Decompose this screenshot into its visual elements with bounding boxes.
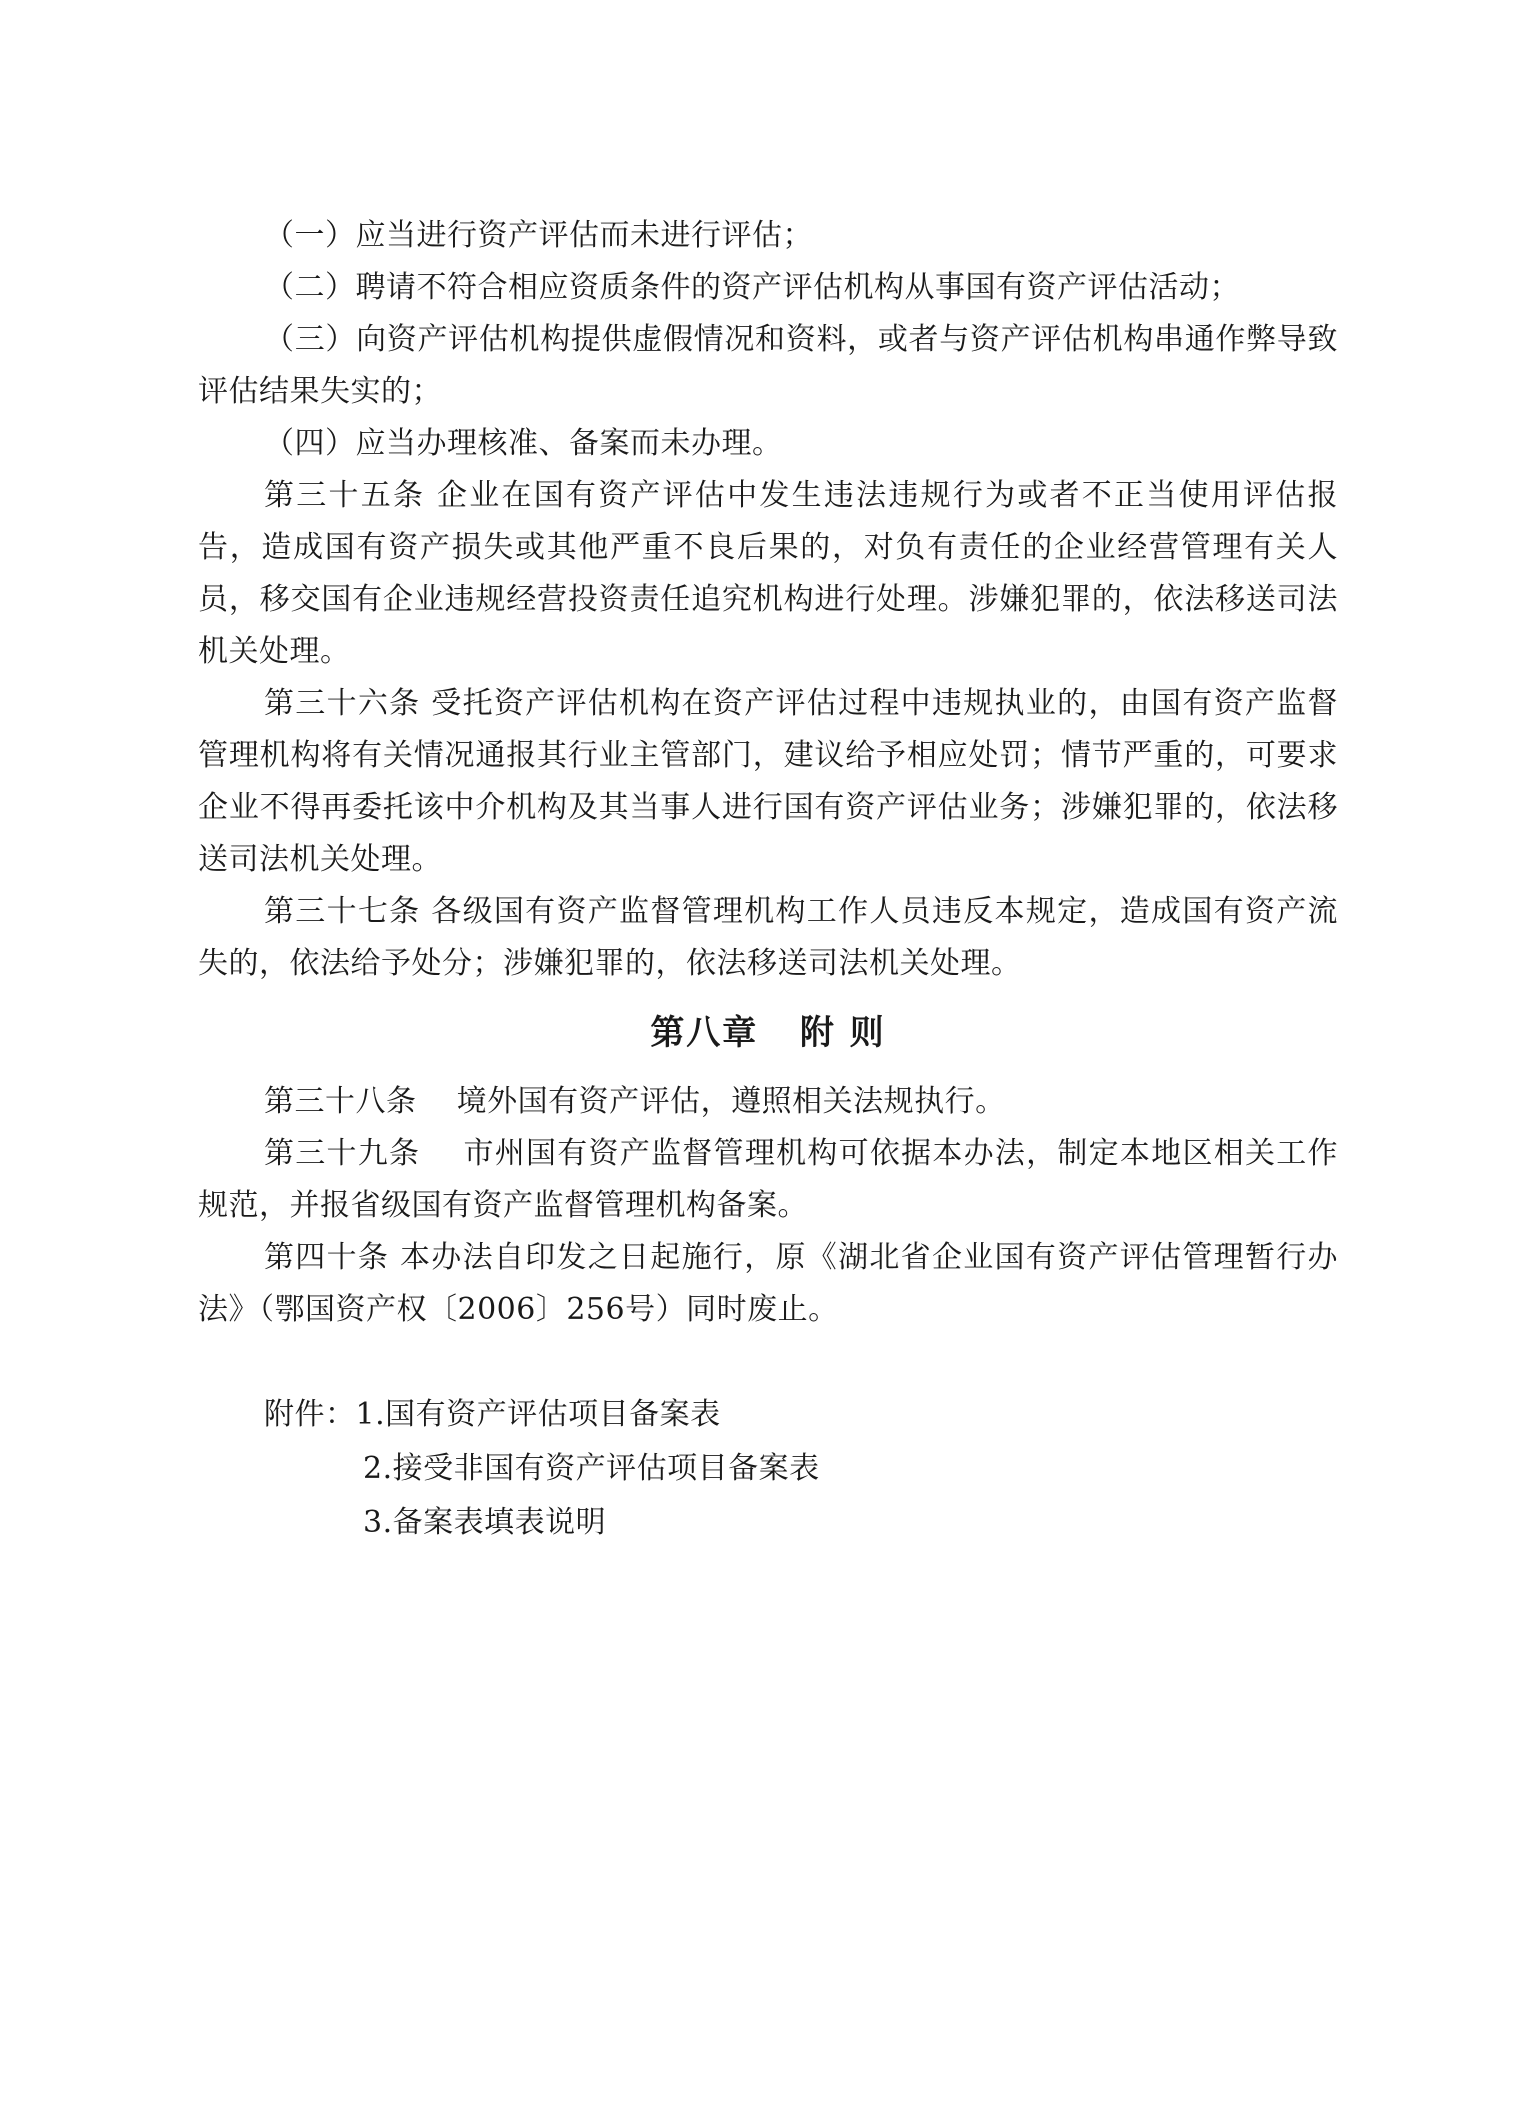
clause-item-4: （四）应当办理核准、备案而未办理。 [264, 426, 783, 461]
article-40: 第四十条 本办法自印发之日起施行，原《湖北省企业国有资产评估管理暂行办法》（鄂国资产权〔2006〕256号）同时废止。 [198, 1240, 1338, 1327]
clause-item-3: （三）向资产评估机构提供虚假情况和资料，或者与资产评估机构串通作弊导致评估结果失实的； [198, 322, 1338, 409]
attachment-item: 1.国有资产评估项目备案表 [355, 1397, 721, 1432]
attachment-row-2 [198, 1442, 1338, 1496]
clause-item-2: （二）聘请不符合相应资质条件的资产评估机构从事国有资产评估活动； [264, 270, 1240, 305]
clause-item-1: （一）应当进行资产评估而未进行评估； [264, 218, 813, 253]
attachment-item: 3.备案表填表说明 [363, 1505, 607, 1540]
article-39: 第三十九条 市州国有资产监督管理机构可依据本办法，制定本地区相关工作规范，并报省级国有资产监督管理机构备案。 [198, 1136, 1338, 1223]
document-body [198, 210, 1338, 1550]
article-36: 第三十六条 受托资产评估机构在资产评估过程中违规执业的，由国有资产监督管理机构将有关情况通报其行业主管部门，建议给予相应处罚；情节严重的，可要求企业不得再委托该中介机构及其当事人进行国有资产评估业务；涉嫌犯罪的，依法移送司法机关处理。 [198, 686, 1338, 877]
chapter-heading: 第八章 附 则 [650, 1013, 886, 1053]
article-38: 第三十八条 境外国有资产评估，遵照相关法规执行。 [264, 1084, 1006, 1119]
attachment-row-3 [198, 1496, 1338, 1550]
article-35: 第三十五条 企业在国有资产评估中发生违法违规行为或者不正当使用评估报告，造成国有资产损失或其他严重不良后果的，对负有责任的企业经营管理有关人员，移交国有企业违规经营投资责任追究机构进行处理。涉嫌犯罪的，依法移送司法机关处理。 [198, 478, 1338, 669]
attachments-label: 附件： [264, 1397, 356, 1432]
attachment-item: 2.接受非国有资产评估项目备案表 [363, 1451, 820, 1486]
article-37: 第三十七条 各级国有资产监督管理机构工作人员违反本规定，造成国有资产流失的，依法给予处分；涉嫌犯罪的，依法移送司法机关处理。 [198, 894, 1338, 981]
attachments-list [198, 1388, 1338, 1550]
attachment-row-1 [198, 1388, 1338, 1442]
